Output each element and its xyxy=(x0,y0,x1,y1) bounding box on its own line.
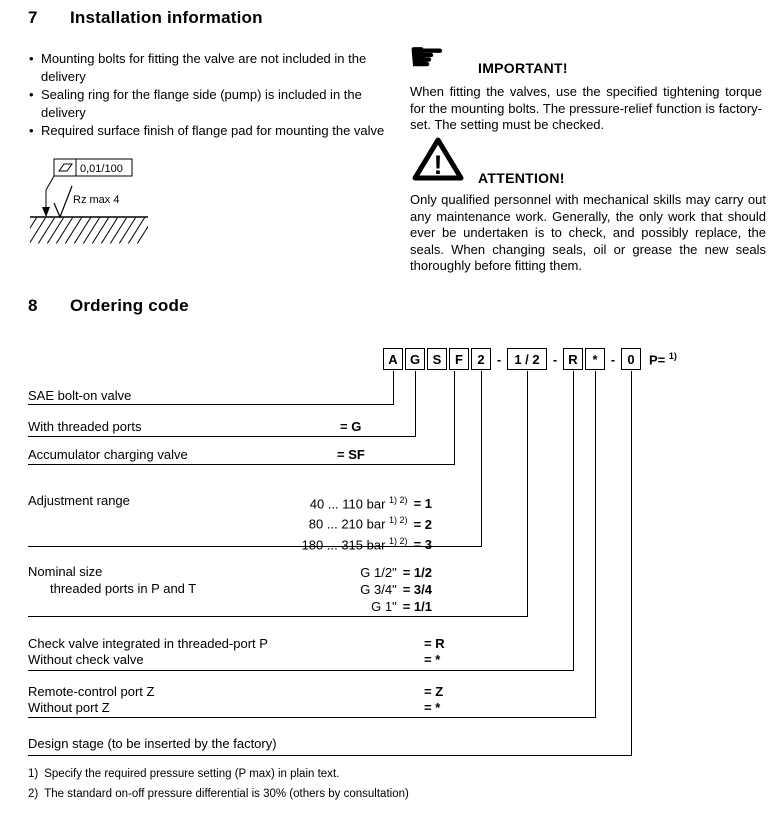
option-code: = 3/4 xyxy=(402,582,432,597)
code-box: S xyxy=(427,348,447,370)
option-text: G 1" xyxy=(371,599,397,614)
code-box: 0 xyxy=(621,348,641,370)
option-text: G 1/2" xyxy=(360,565,397,580)
connector-line-h xyxy=(28,616,528,617)
row-label-without-check-valve: Without check valve xyxy=(28,652,144,667)
code-box: G xyxy=(405,348,425,370)
important-heading: IMPORTANT! xyxy=(478,60,568,76)
row-label-accumulator: Accumulator charging valve xyxy=(28,447,188,462)
attention-text: Only qualified personnel with mechanical skills may carry out any maintenance work. Generally, the only work that should ever be undertaken is to check, and possibly replace, the seals. When changing seals, oil or grease the new seals thoroughly before fitting them. xyxy=(410,192,766,273)
roughness-value: Rz max 4 xyxy=(73,194,120,206)
code-separator: - xyxy=(552,351,558,367)
row-label-adjustment-range: Adjustment range xyxy=(28,493,130,508)
option-code: = 1 xyxy=(413,496,432,512)
connector-line-h xyxy=(28,404,394,405)
code-box: 2 xyxy=(471,348,491,370)
option-line xyxy=(237,598,432,615)
option-code: = 3 xyxy=(413,536,432,552)
installation-note-item: • Required surface finish of flange pad for mounting the valve xyxy=(28,122,396,140)
footnote-ref: 1) 2) xyxy=(389,495,408,505)
connector-line-v xyxy=(595,371,596,718)
row-value-without-check-valve: = * xyxy=(424,652,441,667)
footnote-text: Specify the required pressure setting (P max) in plain text. xyxy=(44,768,340,780)
row-value-check-valve: = R xyxy=(424,636,445,651)
row-value-remote-port: = Z xyxy=(424,684,444,699)
option-line xyxy=(237,512,432,532)
warning-triangle-icon xyxy=(412,136,464,182)
option-line xyxy=(237,492,432,512)
code-box: 1 / 2 xyxy=(507,348,547,370)
surface-finish-drawing xyxy=(26,156,176,252)
footnote-2 xyxy=(28,788,409,800)
row-label-without-port-z: Without port Z xyxy=(28,700,110,715)
option-line xyxy=(237,533,432,553)
option-text: 80 ... 210 bar xyxy=(308,516,386,532)
footnote-ref: 1) 2) xyxy=(389,515,408,526)
option-text: G 3/4" xyxy=(360,582,397,597)
row-label-nominal-size-2: threaded ports in P and T xyxy=(50,581,197,596)
row-label-threaded-ports: With threaded ports xyxy=(28,419,142,434)
leader-line xyxy=(46,176,54,208)
connector-line-h xyxy=(28,436,416,437)
row-label-remote-port: Remote-control port Z xyxy=(28,684,155,699)
code-box: F xyxy=(449,348,469,370)
option-text: 180 ... 315 bar xyxy=(301,536,386,552)
option-line xyxy=(237,581,432,598)
code-box: A xyxy=(383,348,403,370)
connector-line-v xyxy=(415,371,416,437)
code-separator: - xyxy=(610,351,616,367)
section-number: 7 xyxy=(28,8,38,27)
code-box: R xyxy=(563,348,583,370)
row-value-accumulator: = SF xyxy=(337,447,365,462)
option-code: = 2 xyxy=(413,516,432,532)
connector-line-v xyxy=(631,371,632,756)
installation-note-item: • Sealing ring for the flange side (pump) is included in the delivery xyxy=(28,86,396,121)
connector-line-v xyxy=(454,371,455,465)
section-number: 8 xyxy=(28,296,38,315)
code-separator: - xyxy=(496,351,502,367)
footnote-marker: 1) xyxy=(28,768,39,780)
svg-text:!: ! xyxy=(433,150,443,180)
section-title: Ordering code xyxy=(69,296,189,315)
row-value-threaded-ports: = G xyxy=(340,419,362,434)
row-value-without-port-z: = * xyxy=(424,700,441,715)
connector-line-h xyxy=(28,670,574,671)
adjustment-range-options xyxy=(237,492,432,553)
row-label-nominal-size: Nominal size xyxy=(28,564,103,579)
option-text: 40 ... 110 bar xyxy=(309,496,386,512)
row-label-check-valve: Check valve integrated in threaded-port P xyxy=(28,636,268,651)
roughness-symbol-icon xyxy=(54,186,72,217)
footnote-1 xyxy=(28,768,339,780)
hatching xyxy=(26,217,154,244)
flatness-symbol-icon xyxy=(59,164,72,171)
footnote-ref: 1) xyxy=(668,350,677,361)
footnote-marker: 2) xyxy=(28,788,39,800)
row-label-sae: SAE bolt-on valve xyxy=(28,388,132,403)
flatness-tolerance-value: 0,01/100 xyxy=(80,163,123,175)
pressure-suffix xyxy=(649,351,677,367)
code-box: * xyxy=(585,348,605,370)
option-line xyxy=(237,564,432,581)
connector-line-v xyxy=(393,371,394,405)
connector-line-v xyxy=(481,371,482,547)
connector-line-h xyxy=(28,755,632,756)
attention-heading: ATTENTION! xyxy=(478,170,565,186)
connector-line-v xyxy=(527,371,528,617)
section-7-heading xyxy=(28,8,263,28)
important-text: When fitting the valves, use the specified tightening torque for the mounting bolts. The pressure-relief function is factory-set. The setting must be checked. xyxy=(410,84,762,132)
section-8-heading xyxy=(28,296,189,316)
leader-arrow-icon xyxy=(42,207,50,217)
connector-line-v xyxy=(573,371,574,671)
connector-line-h xyxy=(28,717,596,718)
row-label-design-stage: Design stage (to be inserted by the factory) xyxy=(28,736,277,751)
option-code: = 1/2 xyxy=(402,565,432,580)
nominal-size-options xyxy=(237,564,432,615)
option-code: = 1/1 xyxy=(402,599,432,614)
footnote-ref: 1) 2) xyxy=(389,535,408,546)
installation-note-item: • Mounting bolts for fitting the valve are not included in the delivery xyxy=(28,50,396,85)
pointing-hand-icon: ☛ xyxy=(408,33,446,80)
pressure-suffix-text: P= xyxy=(649,352,666,368)
connector-line-h xyxy=(28,464,455,465)
footnote-text: The standard on-off pressure differential is 30% (others by consultation) xyxy=(44,788,409,800)
installation-notes-list xyxy=(28,50,396,141)
ordering-code-string xyxy=(383,348,677,370)
section-title: Installation information xyxy=(69,8,263,27)
